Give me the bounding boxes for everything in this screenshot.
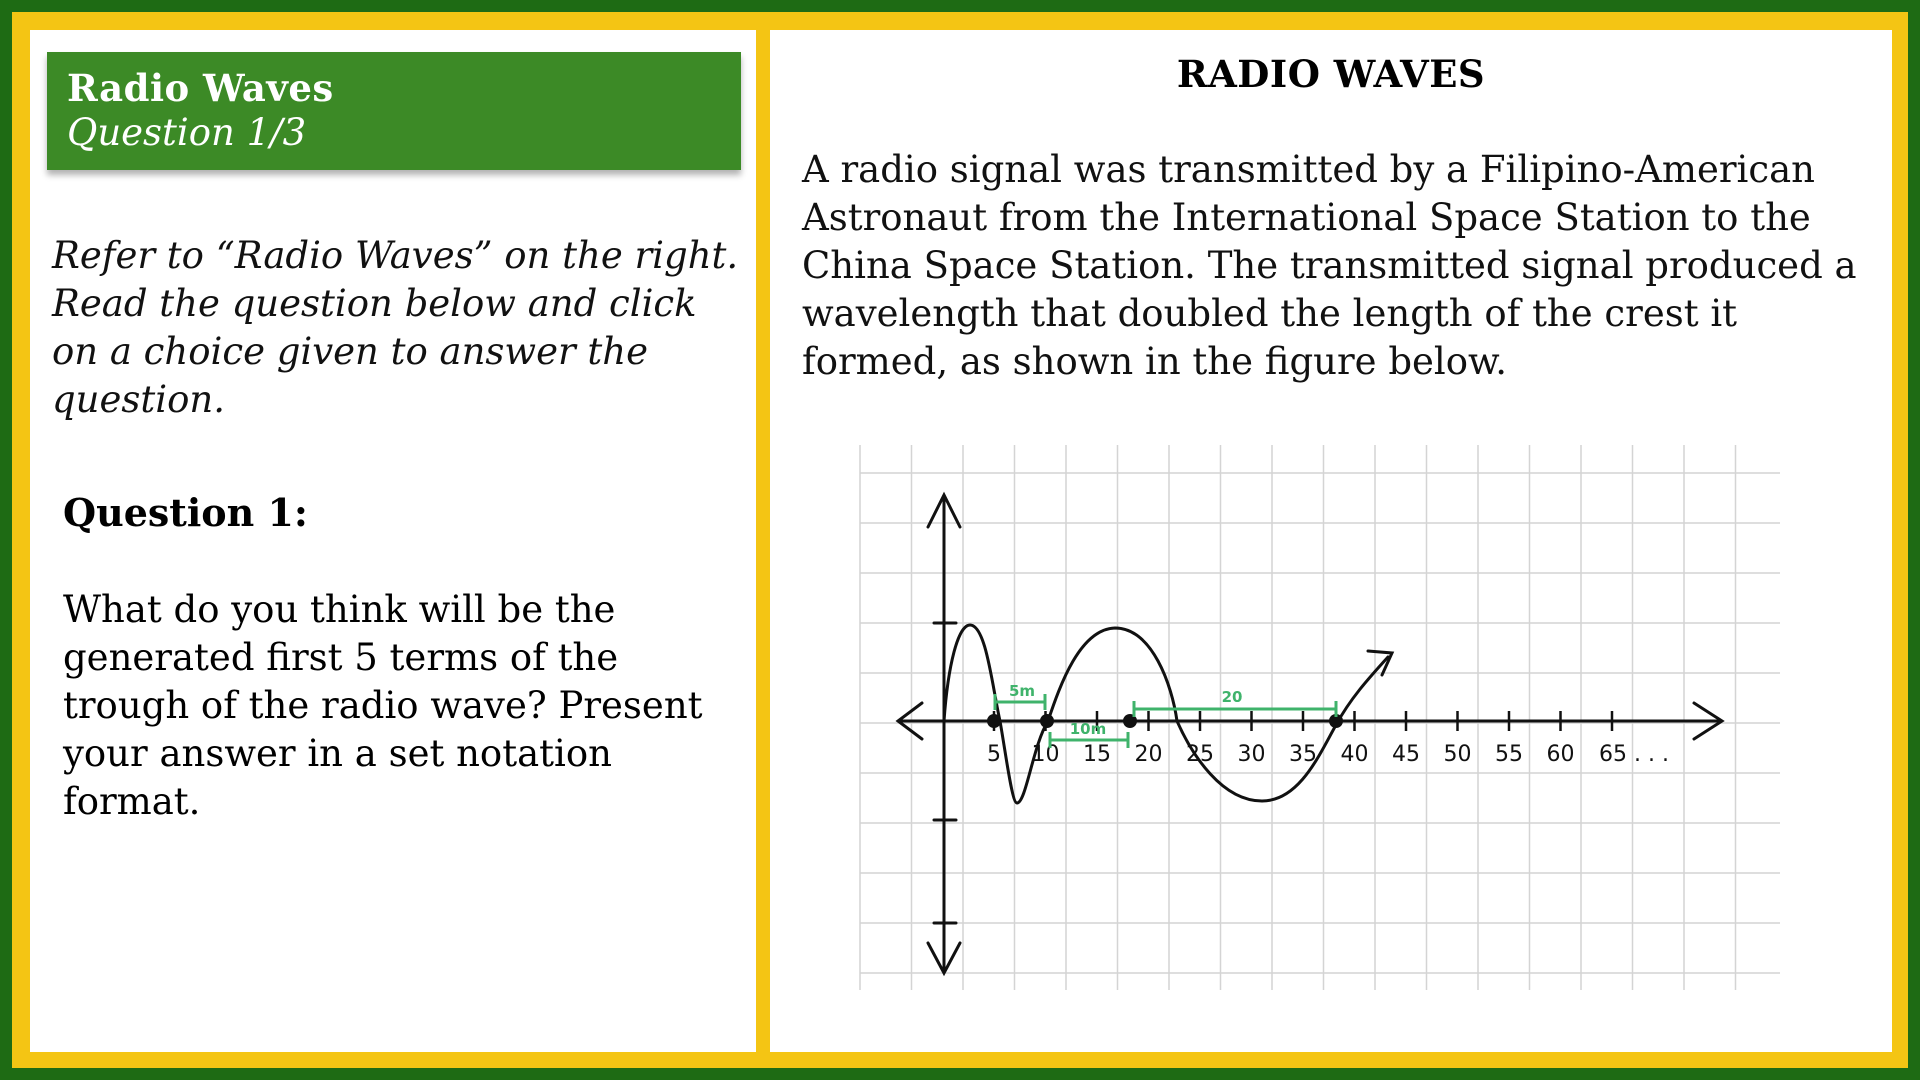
x-tick-label: 65 . . . <box>1599 742 1669 767</box>
x-tick-label: 5 <box>987 742 1001 767</box>
x-tick-label: 60 <box>1546 742 1575 767</box>
x-tick-label: 15 <box>1083 742 1111 767</box>
annotation-second-crest: 10m <box>1069 720 1107 738</box>
instruction-text: Refer to “Radio Waves” on the right. Read the question below and click on a choice given to answer the question. <box>52 234 739 421</box>
reference-title: RADIO WAVES <box>1176 52 1486 96</box>
y-axis <box>928 495 960 973</box>
wave-figure <box>840 435 1780 1000</box>
question-panel <box>30 30 756 1052</box>
wave-arrowhead <box>1368 651 1392 675</box>
question-header <box>47 52 741 170</box>
question-text: What do you think will be the generated first 5 terms of the trough of the radio wave? Present your answer in a set notation format. <box>63 588 703 823</box>
question-counter: Question 1/3 <box>67 111 307 154</box>
x-tick-label: 50 <box>1443 742 1472 767</box>
question-heading: Question 1: <box>63 490 308 535</box>
x-tick-label: 35 <box>1289 742 1317 767</box>
crossing-point <box>1040 714 1054 728</box>
x-tick-label: 40 <box>1340 742 1369 767</box>
x-tick-label: 30 <box>1237 742 1266 767</box>
wave-graph <box>840 435 1780 1000</box>
x-tick-label: 55 <box>1495 742 1523 767</box>
x-tick-label: 10 <box>1031 742 1060 767</box>
wave-curve <box>944 625 1388 803</box>
annotation-third-crest: 20 <box>1221 688 1243 706</box>
x-tick-label: 20 <box>1134 742 1163 767</box>
x-axis-tick-labels <box>987 742 1669 767</box>
reference-panel <box>770 30 1892 1052</box>
header-title: Radio Waves <box>67 66 334 110</box>
reference-passage: A radio signal was transmitted by a Filipino-American Astronaut from the International Space Station to the China Space Station. The transmitted signal produced a wavelength that doubled the length of the crest it formed, as shown in the figure below. <box>802 148 1857 383</box>
crossing-point <box>987 714 1001 728</box>
annotation-first-crest: 5m <box>1008 682 1036 700</box>
x-tick-label: 45 <box>1392 742 1420 767</box>
x-tick-label: 25 <box>1186 742 1214 767</box>
